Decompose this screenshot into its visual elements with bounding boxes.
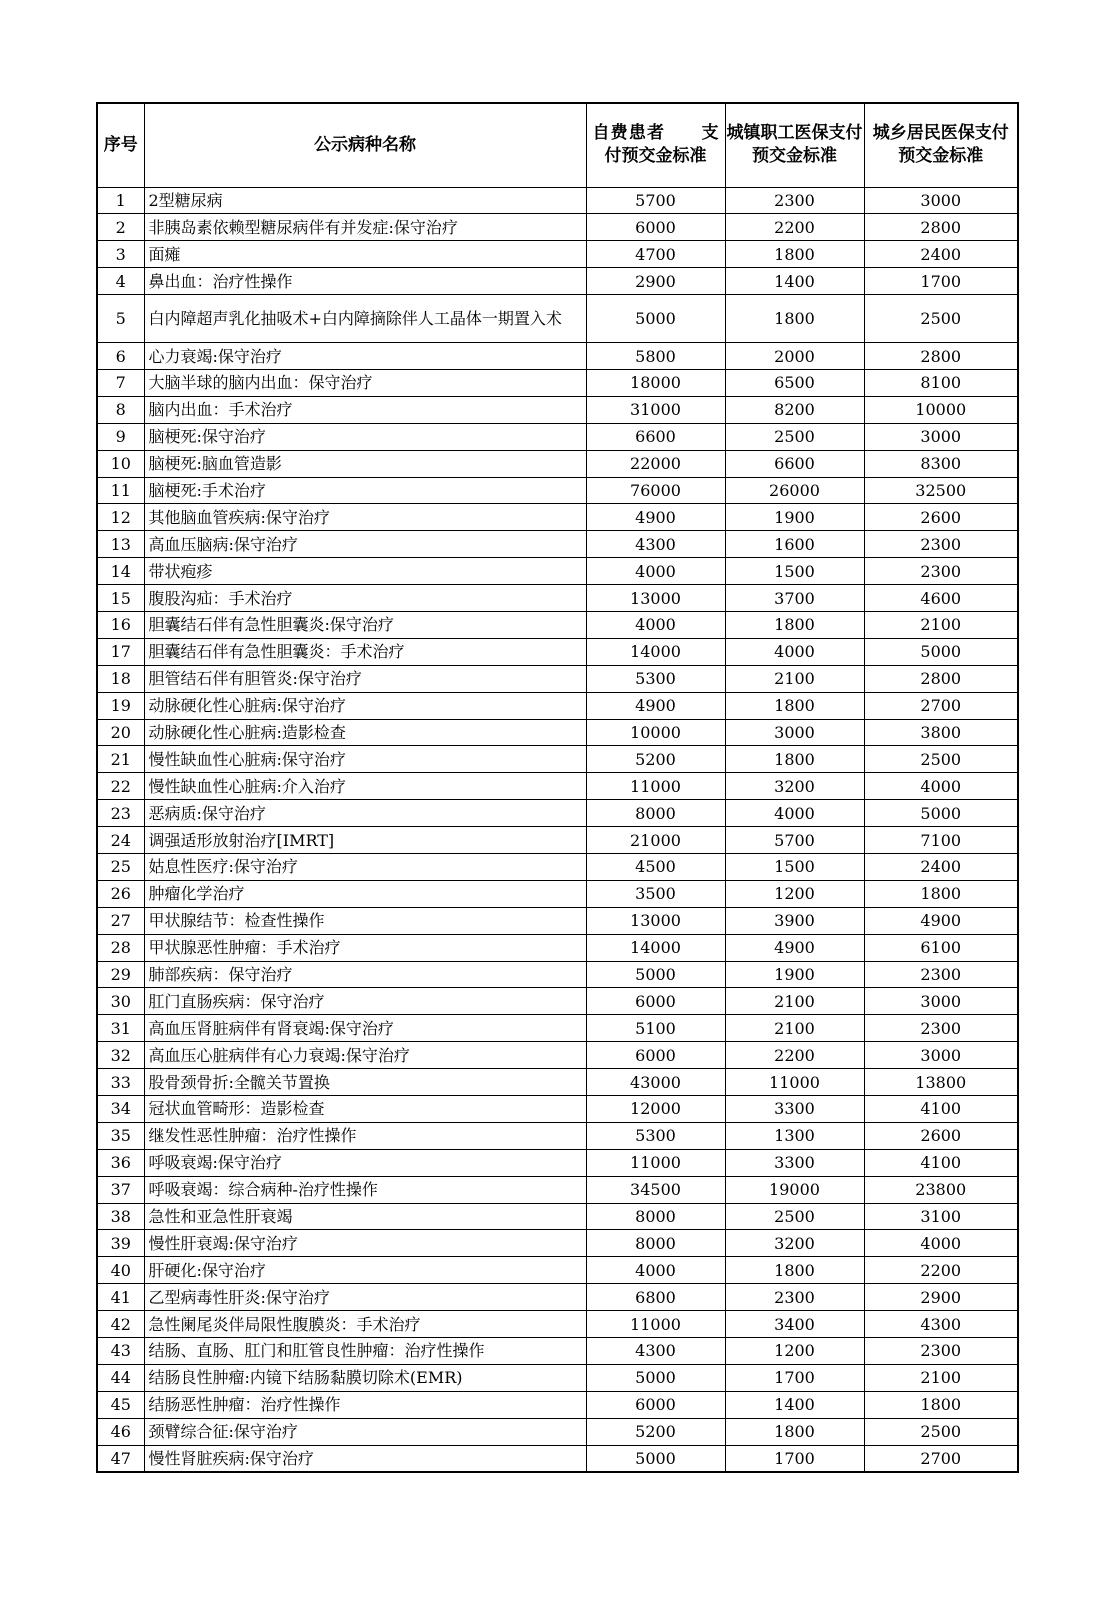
row-self-pay-deposit: 6000 [586, 214, 725, 241]
row-employee-deposit: 2000 [725, 343, 864, 370]
row-resident-deposit: 2100 [864, 1364, 1018, 1391]
row-self-pay-deposit: 34500 [586, 1176, 725, 1203]
row-employee-deposit: 3300 [725, 1149, 864, 1176]
row-self-pay-deposit: 6800 [586, 1284, 725, 1311]
row-serial-number: 12 [97, 504, 144, 531]
row-employee-deposit: 1800 [725, 611, 864, 638]
row-disease-name: 姑息性医疗:保守治疗 [144, 853, 586, 880]
row-resident-deposit: 2200 [864, 1257, 1018, 1284]
table-row [97, 396, 1018, 423]
table-row [97, 1391, 1018, 1418]
row-employee-deposit: 3400 [725, 1311, 864, 1338]
row-self-pay-deposit: 5000 [586, 295, 725, 343]
row-resident-deposit: 2300 [864, 1338, 1018, 1365]
row-self-pay-deposit: 12000 [586, 1096, 725, 1123]
row-serial-number: 31 [97, 1015, 144, 1042]
row-resident-deposit: 1800 [864, 1391, 1018, 1418]
row-disease-name: 脑梗死:手术治疗 [144, 477, 586, 504]
row-disease-name: 肿瘤化学治疗 [144, 880, 586, 907]
row-self-pay-deposit: 5300 [586, 1122, 725, 1149]
row-serial-number: 26 [97, 880, 144, 907]
row-employee-deposit: 3700 [725, 585, 864, 612]
row-self-pay-deposit: 18000 [586, 369, 725, 396]
row-serial-number: 10 [97, 450, 144, 477]
row-resident-deposit: 2400 [864, 853, 1018, 880]
row-resident-deposit: 1800 [864, 880, 1018, 907]
row-employee-deposit: 1800 [725, 692, 864, 719]
table-row [97, 827, 1018, 854]
row-employee-deposit: 3000 [725, 719, 864, 746]
row-self-pay-deposit: 31000 [586, 396, 725, 423]
row-employee-deposit: 1200 [725, 880, 864, 907]
table-header [97, 103, 1018, 187]
row-serial-number: 39 [97, 1230, 144, 1257]
row-resident-deposit: 3000 [864, 423, 1018, 450]
table-row [97, 1042, 1018, 1069]
row-disease-name: 鼻出血：治疗性操作 [144, 268, 586, 295]
row-disease-name: 高血压脑病:保守治疗 [144, 531, 586, 558]
row-disease-name: 急性和亚急性肝衰竭 [144, 1203, 586, 1230]
row-disease-name: 继发性恶性肿瘤：治疗性操作 [144, 1122, 586, 1149]
row-self-pay-deposit: 5000 [586, 1364, 725, 1391]
row-disease-name: 高血压心脏病伴有心力衰竭:保守治疗 [144, 1042, 586, 1069]
table-row [97, 934, 1018, 961]
row-resident-deposit: 2700 [864, 1445, 1018, 1472]
row-resident-deposit: 8100 [864, 369, 1018, 396]
row-employee-deposit: 2200 [725, 214, 864, 241]
row-disease-name: 脑梗死:脑血管造影 [144, 450, 586, 477]
table-row [97, 692, 1018, 719]
row-employee-deposit: 1800 [725, 746, 864, 773]
table-row [97, 665, 1018, 692]
row-resident-deposit: 2300 [864, 558, 1018, 585]
row-serial-number: 29 [97, 961, 144, 988]
table-row [97, 585, 1018, 612]
row-employee-deposit: 2300 [725, 1284, 864, 1311]
row-self-pay-deposit: 4000 [586, 611, 725, 638]
row-serial-number: 38 [97, 1203, 144, 1230]
row-disease-name: 甲状腺恶性肿瘤：手术治疗 [144, 934, 586, 961]
row-disease-name: 乙型病毒性肝炎:保守治疗 [144, 1284, 586, 1311]
row-disease-name: 非胰岛素依赖型糖尿病伴有并发症:保守治疗 [144, 214, 586, 241]
row-disease-name: 肺部疾病：保守治疗 [144, 961, 586, 988]
table-row [97, 638, 1018, 665]
row-self-pay-deposit: 43000 [586, 1069, 725, 1096]
row-disease-name: 股骨颈骨折:全髋关节置换 [144, 1069, 586, 1096]
table-row [97, 719, 1018, 746]
row-resident-deposit: 2600 [864, 504, 1018, 531]
table-row [97, 531, 1018, 558]
row-resident-deposit: 3100 [864, 1203, 1018, 1230]
row-self-pay-deposit: 5800 [586, 343, 725, 370]
table-row [97, 369, 1018, 396]
row-employee-deposit: 4900 [725, 934, 864, 961]
table-row [97, 1203, 1018, 1230]
row-self-pay-deposit: 3500 [586, 880, 725, 907]
table-row [97, 1364, 1018, 1391]
table-row [97, 1338, 1018, 1365]
row-employee-deposit: 1900 [725, 504, 864, 531]
row-employee-deposit: 11000 [725, 1069, 864, 1096]
header-serial-number: 序号 [97, 103, 144, 187]
row-disease-name: 高血压肾脏病伴有肾衰竭:保守治疗 [144, 1015, 586, 1042]
row-self-pay-deposit: 4500 [586, 853, 725, 880]
table-row [97, 268, 1018, 295]
table-row [97, 800, 1018, 827]
row-disease-name: 慢性肝衰竭:保守治疗 [144, 1230, 586, 1257]
row-self-pay-deposit: 8000 [586, 1203, 725, 1230]
row-self-pay-deposit: 4700 [586, 241, 725, 268]
row-employee-deposit: 2500 [725, 423, 864, 450]
row-employee-deposit: 1800 [725, 295, 864, 343]
row-resident-deposit: 3800 [864, 719, 1018, 746]
row-resident-deposit: 2400 [864, 241, 1018, 268]
row-employee-deposit: 1400 [725, 1391, 864, 1418]
row-serial-number: 15 [97, 585, 144, 612]
table-row [97, 214, 1018, 241]
table-row [97, 477, 1018, 504]
row-resident-deposit: 4900 [864, 907, 1018, 934]
row-employee-deposit: 26000 [725, 477, 864, 504]
row-employee-deposit: 4000 [725, 638, 864, 665]
row-serial-number: 35 [97, 1122, 144, 1149]
row-disease-name: 动脉硬化性心脏病:造影检查 [144, 719, 586, 746]
row-resident-deposit: 3000 [864, 187, 1018, 214]
row-employee-deposit: 1800 [725, 1257, 864, 1284]
row-resident-deposit: 5000 [864, 638, 1018, 665]
row-self-pay-deposit: 6000 [586, 1391, 725, 1418]
table-row [97, 961, 1018, 988]
row-serial-number: 7 [97, 369, 144, 396]
row-self-pay-deposit: 13000 [586, 585, 725, 612]
row-serial-number: 14 [97, 558, 144, 585]
row-disease-name: 肛门直肠疾病：保守治疗 [144, 988, 586, 1015]
table-row [97, 295, 1018, 343]
row-serial-number: 32 [97, 1042, 144, 1069]
table-row [97, 343, 1018, 370]
row-self-pay-deposit: 13000 [586, 907, 725, 934]
row-employee-deposit: 1700 [725, 1364, 864, 1391]
row-disease-name: 急性阑尾炎伴局限性腹膜炎：手术治疗 [144, 1311, 586, 1338]
row-employee-deposit: 1900 [725, 961, 864, 988]
header-self-pay-deposit: 自费患者 支付预交金标准 [586, 103, 725, 187]
row-disease-name: 调强适形放射治疗[IMRT] [144, 827, 586, 854]
row-employee-deposit: 3200 [725, 1230, 864, 1257]
fee-standards-table [96, 102, 1019, 1473]
row-self-pay-deposit: 4300 [586, 1338, 725, 1365]
row-disease-name: 脑梗死:保守治疗 [144, 423, 586, 450]
row-resident-deposit: 2600 [864, 1122, 1018, 1149]
table-row [97, 1176, 1018, 1203]
table-row [97, 1284, 1018, 1311]
row-employee-deposit: 4000 [725, 800, 864, 827]
header-resident-insurance-deposit: 城乡居民医保支付预交金标准 [864, 103, 1018, 187]
row-serial-number: 2 [97, 214, 144, 241]
row-resident-deposit: 2700 [864, 692, 1018, 719]
row-disease-name: 动脉硬化性心脏病:保守治疗 [144, 692, 586, 719]
row-serial-number: 40 [97, 1257, 144, 1284]
row-serial-number: 5 [97, 295, 144, 343]
header-employee-insurance-deposit: 城镇职工医保支付预交金标准 [725, 103, 864, 187]
row-self-pay-deposit: 2900 [586, 268, 725, 295]
row-serial-number: 21 [97, 746, 144, 773]
table-row [97, 241, 1018, 268]
row-disease-name: 结肠良性肿瘤:内镜下结肠黏膜切除术(EMR) [144, 1364, 586, 1391]
row-self-pay-deposit: 6000 [586, 988, 725, 1015]
row-resident-deposit: 2800 [864, 665, 1018, 692]
row-disease-name: 慢性缺血性心脏病:保守治疗 [144, 746, 586, 773]
row-self-pay-deposit: 5200 [586, 746, 725, 773]
table-row [97, 773, 1018, 800]
row-resident-deposit: 2800 [864, 214, 1018, 241]
row-self-pay-deposit: 5000 [586, 961, 725, 988]
row-employee-deposit: 1500 [725, 558, 864, 585]
row-employee-deposit: 1800 [725, 241, 864, 268]
row-employee-deposit: 6600 [725, 450, 864, 477]
row-self-pay-deposit: 11000 [586, 773, 725, 800]
row-self-pay-deposit: 10000 [586, 719, 725, 746]
row-resident-deposit: 13800 [864, 1069, 1018, 1096]
row-serial-number: 3 [97, 241, 144, 268]
row-resident-deposit: 4000 [864, 1230, 1018, 1257]
row-self-pay-deposit: 4900 [586, 504, 725, 531]
row-serial-number: 36 [97, 1149, 144, 1176]
row-serial-number: 24 [97, 827, 144, 854]
row-serial-number: 25 [97, 853, 144, 880]
row-employee-deposit: 2100 [725, 665, 864, 692]
row-self-pay-deposit: 11000 [586, 1149, 725, 1176]
row-disease-name: 慢性缺血性心脏病:介入治疗 [144, 773, 586, 800]
row-serial-number: 16 [97, 611, 144, 638]
row-disease-name: 腹股沟疝：手术治疗 [144, 585, 586, 612]
row-self-pay-deposit: 21000 [586, 827, 725, 854]
row-self-pay-deposit: 6600 [586, 423, 725, 450]
row-disease-name: 带状疱疹 [144, 558, 586, 585]
row-disease-name: 脑内出血：手术治疗 [144, 396, 586, 423]
table-row [97, 1418, 1018, 1445]
table-row [97, 1015, 1018, 1042]
row-resident-deposit: 8300 [864, 450, 1018, 477]
row-resident-deposit: 10000 [864, 396, 1018, 423]
row-employee-deposit: 6500 [725, 369, 864, 396]
table-row [97, 907, 1018, 934]
row-resident-deposit: 4100 [864, 1096, 1018, 1123]
header-disease-name: 公示病种名称 [144, 103, 586, 187]
row-self-pay-deposit: 4300 [586, 531, 725, 558]
row-employee-deposit: 3300 [725, 1096, 864, 1123]
row-disease-name: 2型糖尿病 [144, 187, 586, 214]
row-resident-deposit: 2500 [864, 746, 1018, 773]
row-self-pay-deposit: 5100 [586, 1015, 725, 1042]
row-disease-name: 胆管结石伴有胆管炎:保守治疗 [144, 665, 586, 692]
row-disease-name: 肝硬化:保守治疗 [144, 1257, 586, 1284]
row-disease-name: 呼吸衰竭：综合病种-治疗性操作 [144, 1176, 586, 1203]
row-self-pay-deposit: 5300 [586, 665, 725, 692]
row-resident-deposit: 4000 [864, 773, 1018, 800]
row-serial-number: 22 [97, 773, 144, 800]
row-disease-name: 甲状腺结节：检查性操作 [144, 907, 586, 934]
row-disease-name: 冠状血管畸形：造影检查 [144, 1096, 586, 1123]
row-serial-number: 11 [97, 477, 144, 504]
row-employee-deposit: 1200 [725, 1338, 864, 1365]
row-self-pay-deposit: 5000 [586, 1445, 725, 1472]
row-serial-number: 4 [97, 268, 144, 295]
table-row [97, 880, 1018, 907]
table-row [97, 746, 1018, 773]
row-disease-name: 胆囊结石伴有急性胆囊炎:保守治疗 [144, 611, 586, 638]
row-self-pay-deposit: 11000 [586, 1311, 725, 1338]
row-serial-number: 41 [97, 1284, 144, 1311]
row-resident-deposit: 4100 [864, 1149, 1018, 1176]
row-resident-deposit: 3000 [864, 1042, 1018, 1069]
row-self-pay-deposit: 6000 [586, 1042, 725, 1069]
row-resident-deposit: 1700 [864, 268, 1018, 295]
row-serial-number: 46 [97, 1418, 144, 1445]
row-employee-deposit: 1800 [725, 1418, 864, 1445]
table-row [97, 1069, 1018, 1096]
row-resident-deposit: 6100 [864, 934, 1018, 961]
row-employee-deposit: 3900 [725, 907, 864, 934]
row-employee-deposit: 1500 [725, 853, 864, 880]
row-resident-deposit: 2100 [864, 611, 1018, 638]
row-disease-name: 结肠恶性肿瘤：治疗性操作 [144, 1391, 586, 1418]
table-row [97, 1311, 1018, 1338]
table-row [97, 1257, 1018, 1284]
row-disease-name: 心力衰竭:保守治疗 [144, 343, 586, 370]
row-self-pay-deposit: 22000 [586, 450, 725, 477]
row-serial-number: 1 [97, 187, 144, 214]
row-serial-number: 28 [97, 934, 144, 961]
row-serial-number: 45 [97, 1391, 144, 1418]
table-row [97, 450, 1018, 477]
row-resident-deposit: 4600 [864, 585, 1018, 612]
row-self-pay-deposit: 4000 [586, 558, 725, 585]
row-self-pay-deposit: 5700 [586, 187, 725, 214]
row-serial-number: 17 [97, 638, 144, 665]
row-serial-number: 44 [97, 1364, 144, 1391]
row-serial-number: 13 [97, 531, 144, 558]
row-serial-number: 30 [97, 988, 144, 1015]
row-resident-deposit: 2900 [864, 1284, 1018, 1311]
row-resident-deposit: 2800 [864, 343, 1018, 370]
row-serial-number: 37 [97, 1176, 144, 1203]
row-self-pay-deposit: 8000 [586, 1230, 725, 1257]
table-row [97, 1445, 1018, 1472]
row-self-pay-deposit: 5200 [586, 1418, 725, 1445]
row-resident-deposit: 32500 [864, 477, 1018, 504]
row-employee-deposit: 2300 [725, 187, 864, 214]
row-employee-deposit: 3200 [725, 773, 864, 800]
row-serial-number: 9 [97, 423, 144, 450]
table-row [97, 558, 1018, 585]
row-disease-name: 呼吸衰竭:保守治疗 [144, 1149, 586, 1176]
row-resident-deposit: 7100 [864, 827, 1018, 854]
row-resident-deposit: 23800 [864, 1176, 1018, 1203]
table-row [97, 187, 1018, 214]
row-self-pay-deposit: 76000 [586, 477, 725, 504]
row-serial-number: 33 [97, 1069, 144, 1096]
row-disease-name: 其他脑血管疾病:保守治疗 [144, 504, 586, 531]
row-resident-deposit: 2500 [864, 295, 1018, 343]
row-employee-deposit: 2100 [725, 1015, 864, 1042]
row-employee-deposit: 1400 [725, 268, 864, 295]
table-row [97, 1149, 1018, 1176]
table-row [97, 853, 1018, 880]
table-row [97, 1096, 1018, 1123]
table-row [97, 988, 1018, 1015]
row-employee-deposit: 19000 [725, 1176, 864, 1203]
row-employee-deposit: 8200 [725, 396, 864, 423]
row-serial-number: 18 [97, 665, 144, 692]
row-disease-name: 结肠、直肠、肛门和肛管良性肿瘤：治疗性操作 [144, 1338, 586, 1365]
row-self-pay-deposit: 14000 [586, 638, 725, 665]
row-resident-deposit: 2300 [864, 1015, 1018, 1042]
row-disease-name: 胆囊结石伴有急性胆囊炎：手术治疗 [144, 638, 586, 665]
row-employee-deposit: 5700 [725, 827, 864, 854]
row-self-pay-deposit: 8000 [586, 800, 725, 827]
row-disease-name: 颈臂综合征:保守治疗 [144, 1418, 586, 1445]
row-disease-name: 面瘫 [144, 241, 586, 268]
row-disease-name: 慢性肾脏疾病:保守治疗 [144, 1445, 586, 1472]
row-disease-name: 恶病质:保守治疗 [144, 800, 586, 827]
table-row [97, 1122, 1018, 1149]
row-resident-deposit: 2300 [864, 531, 1018, 558]
row-employee-deposit: 1300 [725, 1122, 864, 1149]
row-resident-deposit: 2500 [864, 1418, 1018, 1445]
table-body [97, 187, 1018, 1472]
table-row [97, 611, 1018, 638]
row-disease-name: 白内障超声乳化抽吸术+白内障摘除伴人工晶体一期置入术 [144, 295, 586, 343]
row-employee-deposit: 2100 [725, 988, 864, 1015]
row-employee-deposit: 2500 [725, 1203, 864, 1230]
row-resident-deposit: 4300 [864, 1311, 1018, 1338]
row-self-pay-deposit: 14000 [586, 934, 725, 961]
row-serial-number: 47 [97, 1445, 144, 1472]
header-row [97, 103, 1018, 187]
table-row [97, 1230, 1018, 1257]
row-resident-deposit: 2300 [864, 961, 1018, 988]
row-serial-number: 43 [97, 1338, 144, 1365]
row-disease-name: 大脑半球的脑内出血：保守治疗 [144, 369, 586, 396]
row-serial-number: 42 [97, 1311, 144, 1338]
row-employee-deposit: 1700 [725, 1445, 864, 1472]
row-serial-number: 34 [97, 1096, 144, 1123]
row-self-pay-deposit: 4900 [586, 692, 725, 719]
row-serial-number: 19 [97, 692, 144, 719]
row-serial-number: 8 [97, 396, 144, 423]
table-row [97, 504, 1018, 531]
row-serial-number: 20 [97, 719, 144, 746]
row-serial-number: 23 [97, 800, 144, 827]
row-serial-number: 27 [97, 907, 144, 934]
row-serial-number: 6 [97, 343, 144, 370]
row-employee-deposit: 2200 [725, 1042, 864, 1069]
table-row [97, 423, 1018, 450]
row-resident-deposit: 5000 [864, 800, 1018, 827]
row-resident-deposit: 3000 [864, 988, 1018, 1015]
row-self-pay-deposit: 4000 [586, 1257, 725, 1284]
row-employee-deposit: 1600 [725, 531, 864, 558]
